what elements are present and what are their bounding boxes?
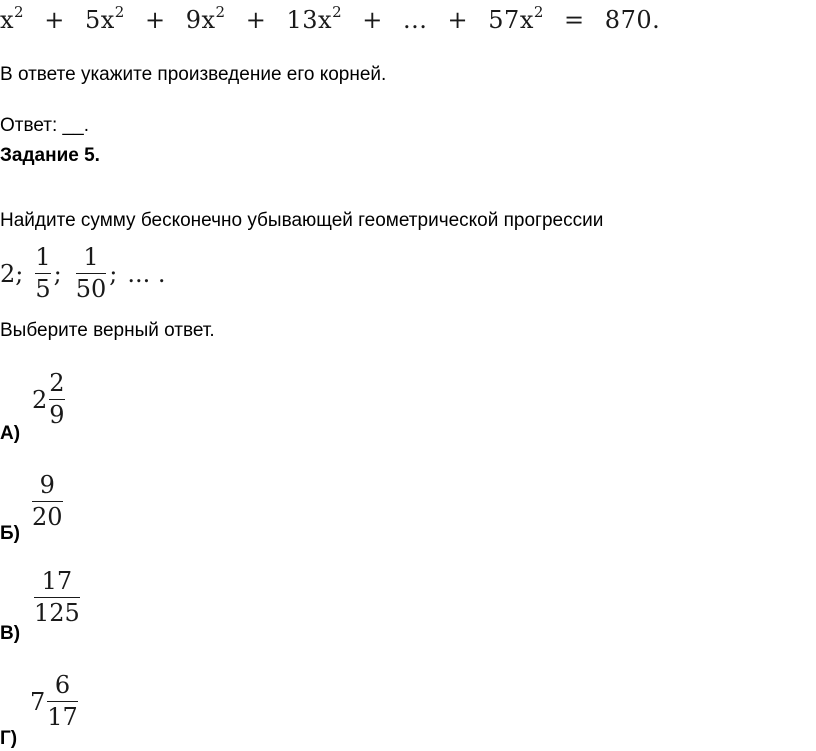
plus-sign: + xyxy=(245,6,267,34)
plus-sign: + xyxy=(362,6,383,34)
option-value xyxy=(32,472,63,532)
option-fraction xyxy=(34,568,80,628)
option-fraction xyxy=(32,472,63,532)
fraction-numerator: 1 xyxy=(83,243,99,271)
sequence-separator: ; xyxy=(53,259,62,288)
term-9x2: $9x^2$ xyxy=(185,3,226,34)
fraction-denominator: 5 xyxy=(35,274,51,303)
equation xyxy=(0,3,661,34)
term-13x2: $13x^2$ xyxy=(286,3,343,34)
fraction-bar xyxy=(35,273,50,274)
fraction-numerator: 9 xyxy=(39,471,55,499)
fraction-numerator: 17 xyxy=(41,567,73,595)
plus-sign: + xyxy=(447,6,469,34)
term-x2: $x^2$ xyxy=(0,3,25,34)
fraction-numerator: 2 xyxy=(49,369,65,397)
sequence-tail: ... . xyxy=(127,259,166,288)
fraction-denominator: 20 xyxy=(32,502,63,531)
option-value xyxy=(32,370,65,430)
answer-option-c[interactable] xyxy=(0,568,120,643)
term-57x2: $57x^2$ xyxy=(488,3,544,34)
fraction-denominator: 9 xyxy=(49,400,65,429)
option-label: Г) xyxy=(0,728,18,749)
option-label: В) xyxy=(0,623,21,644)
fraction-numerator: 6 xyxy=(54,671,71,699)
mixed-whole: 2 xyxy=(32,385,48,414)
term-ellipsis: ... xyxy=(403,6,428,34)
fraction-bar xyxy=(34,597,80,598)
task5-prompt: Найдите сумму бесконечно убывающей геометрической прогрессии xyxy=(0,210,604,231)
fraction-numerator: 1 xyxy=(35,243,51,271)
sequence-term-fraction xyxy=(76,244,107,304)
progression-sequence xyxy=(0,244,166,304)
sequence-first-term: 2; xyxy=(0,259,24,288)
equals-sign: = xyxy=(564,6,585,34)
fraction-bar xyxy=(76,273,107,274)
task4-answer-line: Ответ: __. xyxy=(0,115,89,136)
mixed-whole: 7 xyxy=(30,687,46,716)
choose-instruction: Выберите верный ответ. xyxy=(0,320,215,341)
task5-heading: Задание 5. xyxy=(0,145,100,166)
sequence-term-fraction xyxy=(35,244,50,304)
option-fraction xyxy=(47,672,78,732)
answer-option-d[interactable] xyxy=(0,672,120,751)
fraction-bar xyxy=(47,701,78,702)
option-fraction xyxy=(49,370,64,430)
plus-sign: + xyxy=(44,6,65,34)
fraction-denominator: 50 xyxy=(75,274,107,303)
answer-option-b[interactable] xyxy=(0,472,120,547)
option-label: А) xyxy=(0,423,21,444)
option-label: Б) xyxy=(0,523,20,544)
option-value xyxy=(30,672,78,732)
equation-rhs: 870. xyxy=(604,6,661,34)
answer-option-a[interactable] xyxy=(0,370,120,445)
sequence-separator: ; xyxy=(109,259,118,288)
fraction-bar xyxy=(32,501,63,502)
fraction-bar xyxy=(49,399,64,400)
option-value xyxy=(34,568,80,628)
task4-instruction: В ответе укажите произведение его корней. xyxy=(0,64,387,85)
fraction-denominator: 125 xyxy=(34,598,80,627)
term-5x2: $5x^2$ xyxy=(84,3,125,34)
plus-sign: + xyxy=(144,6,166,34)
fraction-denominator: 17 xyxy=(47,702,78,731)
